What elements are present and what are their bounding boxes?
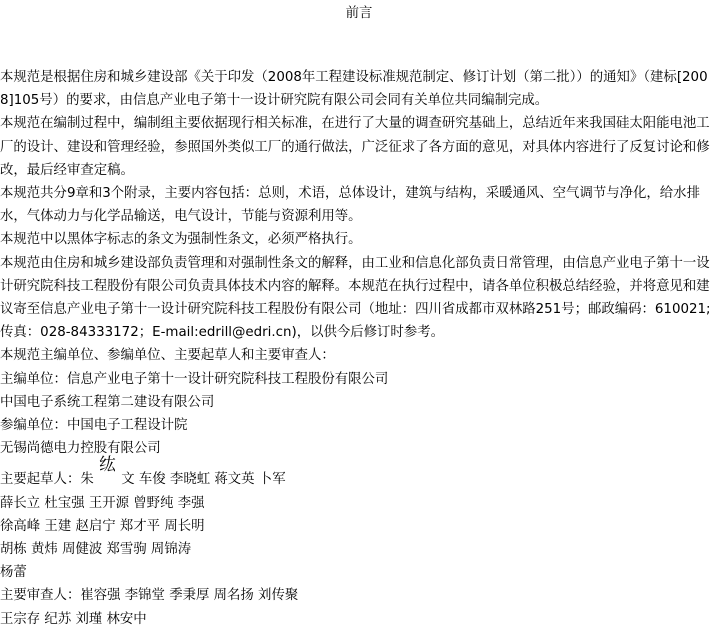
participating-unit-line-2: 无锡尚德电力控股有限公司 (0, 441, 161, 457)
participating-unit-name: 中国电子工程设计院 (66, 418, 188, 434)
units-block (0, 368, 716, 631)
paragraph-management: 本规范由住房和城乡建设部负责管理和对强制性条文的解释，由工业和信息化部负责日常管理，由信息产业电子第十一设计研究院科技工程股份有限公司负责具体技术内容的解释。本规范在执行过程中，请各单位积极总结经验，并将意见和建议寄至信息产业电子第十一设计研究院科技工程股份有限公司（地址：四川省成都市双林路251号；邮政编码：610021;传真：028-84333172；E-mail:edrill@edri.cn)，以供今后修订时参考。 (0, 255, 711, 341)
paragraph-process: 本规范在编制过程中，编制组主要依据现行相关标准，在进行了大量的调查研究基础上，总结近年来我国硅太阳能电池工厂的设计、建设和管理经验，参照国外类似工厂的通行做法，广泛征求了各方面的意见，对具体内容进行了反复讨论和修改，最后经审查定稿。 (0, 116, 710, 178)
drafters-label: 主要起草人： (0, 472, 81, 488)
drafters-line-1 (0, 455, 716, 491)
drafter-name-glyph: 纮 (99, 455, 116, 476)
drafters-line-3: 徐高峰 王建 赵启宁 郑才平 周长明 (0, 518, 205, 534)
participating-unit-label: 参编单位： (0, 418, 67, 434)
paragraph-basis: 本规范是根据住房和城乡建设部《关于印发（2008年工程建设标准规范制定、修订计划（第二批））的通知》（建标[2008]105号）的要求，由信息产业电子第十一设计研究院有限公司会同有关单位共同编制完成。 (0, 70, 708, 109)
reviewers-line-1 (0, 584, 716, 607)
drafters-names: 文 车俊 李晓虹 蒋文英 卜军 (121, 472, 286, 488)
document-body (0, 66, 716, 631)
chief-unit-name: 信息产业电子第十一设计研究院科技工程股份有限公司 (66, 371, 389, 387)
reviewers-names: 崔容强 李锦堂 季秉厚 周名扬 刘传聚 (80, 588, 299, 604)
reviewers-line-2: 王宗存 纪苏 刘瑾 林安中 (0, 611, 147, 627)
paragraph-mandatory: 本规范中以黑体字标志的条文为强制性条文，必须严格执行。 (0, 232, 362, 248)
participating-unit-line (0, 414, 716, 437)
paragraph-units-intro: 本规范主编单位、参编单位、主要起草人和主要审查人： (0, 348, 335, 364)
reviewers-label: 主要审查人： (0, 588, 81, 604)
drafters-line-5: 杨蕾 (0, 565, 27, 581)
drafters-line-2: 薛长立 杜宝强 王开源 曾野纯 李强 (0, 495, 205, 511)
paragraph-contents: 本规范共分9章和3个附录，主要内容包括：总则，术语，总体设计，建筑与结构，采暖通风、空气调节与净化，给水排水，气体动力与化学品输送，电气设计，节能与资源利用等。 (0, 186, 700, 225)
drafter-name-part: 朱 (80, 472, 94, 488)
page-title: 前言 (345, 6, 373, 21)
chief-unit-label: 主编单位： (0, 371, 67, 387)
chief-unit-line-2: 中国电子系统工程第二建设有限公司 (0, 394, 215, 410)
drafters-line-4: 胡栋 黄炜 周健波 郑雪驹 周锦涛 (0, 542, 192, 558)
chief-unit-line (0, 368, 716, 391)
